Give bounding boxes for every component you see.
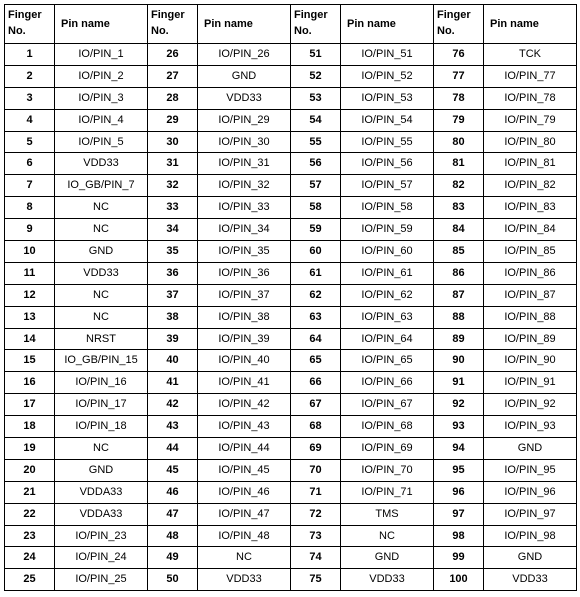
pin-name-cell: IO/PIN_44 xyxy=(198,438,291,460)
finger-number-cell: 65 xyxy=(291,350,341,372)
finger-number-cell: 52 xyxy=(291,65,341,87)
table-row xyxy=(5,569,577,591)
table-row xyxy=(5,459,577,481)
finger-number-cell: 47 xyxy=(148,503,198,525)
pin-name-cell: IO/PIN_40 xyxy=(198,350,291,372)
pin-name-cell: GND xyxy=(341,547,434,569)
pin-name-cell: IO/PIN_62 xyxy=(341,284,434,306)
finger-number-cell: 96 xyxy=(434,481,484,503)
finger-number-cell: 54 xyxy=(291,109,341,131)
finger-header-line2: No. xyxy=(294,25,312,37)
finger-number-cell: 72 xyxy=(291,503,341,525)
finger-number-cell: 71 xyxy=(291,481,341,503)
table-row xyxy=(5,503,577,525)
table-row xyxy=(5,109,577,131)
finger-number-cell: 50 xyxy=(148,569,198,591)
pin-name-cell: IO/PIN_37 xyxy=(198,284,291,306)
finger-number-cell: 9 xyxy=(5,219,55,241)
pin-name-cell: NC xyxy=(341,525,434,547)
pin-name-cell: IO/PIN_84 xyxy=(484,219,577,241)
finger-number-cell: 62 xyxy=(291,284,341,306)
finger-number-cell: 12 xyxy=(5,284,55,306)
pin-name-cell: IO/PIN_32 xyxy=(198,175,291,197)
finger-number-cell: 13 xyxy=(5,306,55,328)
finger-number-cell: 15 xyxy=(5,350,55,372)
pin-name-cell: TMS xyxy=(341,503,434,525)
pin-name-cell: IO/PIN_24 xyxy=(55,547,148,569)
pin-name-cell: IO/PIN_80 xyxy=(484,131,577,153)
finger-number-cell: 63 xyxy=(291,306,341,328)
finger-number-cell: 91 xyxy=(434,372,484,394)
pin-name-cell: IO/PIN_2 xyxy=(55,65,148,87)
pin-name-cell: VDD33 xyxy=(198,569,291,591)
finger-number-cell: 41 xyxy=(148,372,198,394)
table-row xyxy=(5,262,577,284)
table-row xyxy=(5,547,577,569)
finger-number-cell: 6 xyxy=(5,153,55,175)
table-row xyxy=(5,416,577,438)
pin-name-cell: NC xyxy=(55,306,148,328)
pin-name-cell: IO_GB/PIN_7 xyxy=(55,175,148,197)
pin-name-header: Pin name xyxy=(198,5,291,44)
finger-header-line1: Finger xyxy=(437,9,471,22)
finger-number-cell: 75 xyxy=(291,569,341,591)
finger-number-cell: 83 xyxy=(434,197,484,219)
finger-number-cell: 59 xyxy=(291,219,341,241)
pin-name-cell: IO/PIN_3 xyxy=(55,87,148,109)
pin-name-cell: IO/PIN_1 xyxy=(55,44,148,66)
finger-number-cell: 20 xyxy=(5,459,55,481)
pin-name-cell: IO/PIN_59 xyxy=(341,219,434,241)
table-row xyxy=(5,241,577,263)
pin-name-cell: IO/PIN_53 xyxy=(341,87,434,109)
pin-name-cell: IO/PIN_78 xyxy=(484,87,577,109)
table-row xyxy=(5,131,577,153)
finger-number-cell: 22 xyxy=(5,503,55,525)
pin-name-cell: IO/PIN_43 xyxy=(198,416,291,438)
table-row xyxy=(5,525,577,547)
pin-name-header: Pin name xyxy=(55,5,148,44)
table-row xyxy=(5,284,577,306)
finger-number-cell: 51 xyxy=(291,44,341,66)
pin-name-cell: NC xyxy=(55,284,148,306)
pin-name-cell: IO/PIN_87 xyxy=(484,284,577,306)
pin-name-cell: IO/PIN_83 xyxy=(484,197,577,219)
finger-number-cell: 87 xyxy=(434,284,484,306)
finger-number-cell: 88 xyxy=(434,306,484,328)
finger-number-cell: 5 xyxy=(5,131,55,153)
pin-name-cell: IO/PIN_31 xyxy=(198,153,291,175)
table-row xyxy=(5,175,577,197)
pin-name-cell: IO/PIN_41 xyxy=(198,372,291,394)
pin-name-cell: GND xyxy=(55,459,148,481)
table-row xyxy=(5,306,577,328)
pin-name-header: Pin name xyxy=(484,5,577,44)
pin-name-cell: IO/PIN_4 xyxy=(55,109,148,131)
pin-name-cell: IO/PIN_66 xyxy=(341,372,434,394)
finger-number-cell: 79 xyxy=(434,109,484,131)
pin-name-cell: VDD33 xyxy=(484,569,577,591)
finger-number-cell: 60 xyxy=(291,241,341,263)
pin-name-cell: IO/PIN_25 xyxy=(55,569,148,591)
finger-number-cell: 17 xyxy=(5,394,55,416)
pin-name-cell: IO/PIN_67 xyxy=(341,394,434,416)
finger-number-cell: 10 xyxy=(5,241,55,263)
header-row xyxy=(5,5,577,44)
finger-no-header xyxy=(434,5,484,44)
finger-number-cell: 89 xyxy=(434,328,484,350)
finger-number-cell: 73 xyxy=(291,525,341,547)
finger-number-cell: 90 xyxy=(434,350,484,372)
pin-name-cell: GND xyxy=(198,65,291,87)
finger-number-cell: 32 xyxy=(148,175,198,197)
pin-name-cell: IO/PIN_95 xyxy=(484,459,577,481)
pin-name-cell: IO/PIN_93 xyxy=(484,416,577,438)
finger-header-line2: No. xyxy=(437,25,455,37)
finger-number-cell: 24 xyxy=(5,547,55,569)
finger-number-cell: 80 xyxy=(434,131,484,153)
finger-header-line1: Finger xyxy=(294,9,328,22)
finger-number-cell: 8 xyxy=(5,197,55,219)
pin-name-cell: IO/PIN_17 xyxy=(55,394,148,416)
finger-number-cell: 26 xyxy=(148,44,198,66)
pin-name-cell: IO/PIN_82 xyxy=(484,175,577,197)
finger-number-cell: 19 xyxy=(5,438,55,460)
pin-name-cell: VDD33 xyxy=(55,262,148,284)
pin-name-cell: IO/PIN_86 xyxy=(484,262,577,284)
finger-number-cell: 44 xyxy=(148,438,198,460)
finger-number-cell: 93 xyxy=(434,416,484,438)
finger-number-cell: 29 xyxy=(148,109,198,131)
finger-number-cell: 100 xyxy=(434,569,484,591)
finger-number-cell: 43 xyxy=(148,416,198,438)
pin-name-cell: NC xyxy=(55,438,148,460)
pin-name-cell: VDDA33 xyxy=(55,503,148,525)
finger-header-line1: Finger xyxy=(8,9,42,22)
pin-name-cell: IO/PIN_39 xyxy=(198,328,291,350)
pin-name-cell: IO/PIN_45 xyxy=(198,459,291,481)
pin-name-cell: IO/PIN_65 xyxy=(341,350,434,372)
pin-name-cell: IO/PIN_77 xyxy=(484,65,577,87)
pin-name-cell: IO/PIN_42 xyxy=(198,394,291,416)
finger-number-cell: 67 xyxy=(291,394,341,416)
finger-number-cell: 45 xyxy=(148,459,198,481)
table-row xyxy=(5,197,577,219)
finger-number-cell: 16 xyxy=(5,372,55,394)
finger-number-cell: 30 xyxy=(148,131,198,153)
finger-number-cell: 39 xyxy=(148,328,198,350)
pin-name-cell: VDDA33 xyxy=(55,481,148,503)
pin-name-cell: IO/PIN_88 xyxy=(484,306,577,328)
finger-header-line1: Finger xyxy=(151,9,185,22)
table-row xyxy=(5,394,577,416)
finger-number-cell: 46 xyxy=(148,481,198,503)
finger-number-cell: 74 xyxy=(291,547,341,569)
finger-number-cell: 1 xyxy=(5,44,55,66)
pin-name-cell: IO/PIN_69 xyxy=(341,438,434,460)
finger-number-cell: 98 xyxy=(434,525,484,547)
pin-name-cell: IO/PIN_56 xyxy=(341,153,434,175)
pin-name-cell: IO/PIN_55 xyxy=(341,131,434,153)
finger-number-cell: 57 xyxy=(291,175,341,197)
finger-number-cell: 4 xyxy=(5,109,55,131)
pin-name-cell: IO/PIN_63 xyxy=(341,306,434,328)
pin-name-cell: IO/PIN_61 xyxy=(341,262,434,284)
pin-name-cell: GND xyxy=(484,547,577,569)
pin-name-cell: IO/PIN_68 xyxy=(341,416,434,438)
pin-assignment-table xyxy=(4,4,577,591)
finger-number-cell: 69 xyxy=(291,438,341,460)
pin-name-cell: GND xyxy=(484,438,577,460)
pin-name-cell: IO/PIN_26 xyxy=(198,44,291,66)
finger-number-cell: 64 xyxy=(291,328,341,350)
finger-number-cell: 37 xyxy=(148,284,198,306)
pin-name-cell: IO/PIN_5 xyxy=(55,131,148,153)
pin-name-cell: IO/PIN_33 xyxy=(198,197,291,219)
pin-name-cell: VDD33 xyxy=(198,87,291,109)
finger-number-cell: 18 xyxy=(5,416,55,438)
finger-number-cell: 70 xyxy=(291,459,341,481)
pin-name-cell: IO/PIN_89 xyxy=(484,328,577,350)
table-row xyxy=(5,328,577,350)
table-row xyxy=(5,65,577,87)
pin-name-cell: IO/PIN_92 xyxy=(484,394,577,416)
pin-name-cell: IO/PIN_98 xyxy=(484,525,577,547)
pin-name-cell: NC xyxy=(55,197,148,219)
finger-number-cell: 36 xyxy=(148,262,198,284)
pin-name-cell: IO/PIN_30 xyxy=(198,131,291,153)
pin-name-cell: VDD33 xyxy=(341,569,434,591)
table-row xyxy=(5,350,577,372)
finger-number-cell: 84 xyxy=(434,219,484,241)
table-body xyxy=(5,44,577,591)
pin-name-cell: IO/PIN_36 xyxy=(198,262,291,284)
pin-name-cell: IO/PIN_38 xyxy=(198,306,291,328)
pin-name-cell: IO/PIN_23 xyxy=(55,525,148,547)
finger-number-cell: 28 xyxy=(148,87,198,109)
finger-number-cell: 61 xyxy=(291,262,341,284)
finger-number-cell: 35 xyxy=(148,241,198,263)
finger-number-cell: 78 xyxy=(434,87,484,109)
finger-number-cell: 21 xyxy=(5,481,55,503)
finger-number-cell: 42 xyxy=(148,394,198,416)
finger-number-cell: 7 xyxy=(5,175,55,197)
pin-name-cell: IO/PIN_48 xyxy=(198,525,291,547)
finger-number-cell: 38 xyxy=(148,306,198,328)
pin-name-cell: IO/PIN_54 xyxy=(341,109,434,131)
pin-name-cell: IO/PIN_79 xyxy=(484,109,577,131)
finger-no-header xyxy=(5,5,55,44)
finger-number-cell: 27 xyxy=(148,65,198,87)
pin-name-cell: IO/PIN_46 xyxy=(198,481,291,503)
pin-name-cell: IO/PIN_64 xyxy=(341,328,434,350)
pin-name-cell: IO/PIN_85 xyxy=(484,241,577,263)
pin-name-header: Pin name xyxy=(341,5,434,44)
pin-name-cell: IO/PIN_91 xyxy=(484,372,577,394)
pin-name-cell: IO/PIN_97 xyxy=(484,503,577,525)
finger-number-cell: 34 xyxy=(148,219,198,241)
finger-number-cell: 53 xyxy=(291,87,341,109)
finger-number-cell: 92 xyxy=(434,394,484,416)
table-row xyxy=(5,481,577,503)
finger-number-cell: 25 xyxy=(5,569,55,591)
pin-name-cell: IO_GB/PIN_15 xyxy=(55,350,148,372)
finger-number-cell: 48 xyxy=(148,525,198,547)
pin-name-cell: IO/PIN_70 xyxy=(341,459,434,481)
finger-number-cell: 14 xyxy=(5,328,55,350)
finger-header-line2: No. xyxy=(8,25,26,37)
pin-name-cell: IO/PIN_71 xyxy=(341,481,434,503)
finger-number-cell: 49 xyxy=(148,547,198,569)
pin-name-cell: VDD33 xyxy=(55,153,148,175)
table-row xyxy=(5,372,577,394)
finger-number-cell: 56 xyxy=(291,153,341,175)
pin-name-cell: NC xyxy=(55,219,148,241)
finger-number-cell: 33 xyxy=(148,197,198,219)
pin-name-cell: IO/PIN_51 xyxy=(341,44,434,66)
finger-number-cell: 82 xyxy=(434,175,484,197)
pin-name-cell: IO/PIN_60 xyxy=(341,241,434,263)
finger-number-cell: 86 xyxy=(434,262,484,284)
pin-name-cell: IO/PIN_35 xyxy=(198,241,291,263)
finger-number-cell: 68 xyxy=(291,416,341,438)
pin-name-cell: IO/PIN_34 xyxy=(198,219,291,241)
table-row xyxy=(5,44,577,66)
finger-number-cell: 76 xyxy=(434,44,484,66)
pin-name-cell: IO/PIN_29 xyxy=(198,109,291,131)
pin-name-cell: TCK xyxy=(484,44,577,66)
pin-name-cell: NRST xyxy=(55,328,148,350)
finger-number-cell: 40 xyxy=(148,350,198,372)
pin-name-cell: IO/PIN_57 xyxy=(341,175,434,197)
pin-name-cell: IO/PIN_58 xyxy=(341,197,434,219)
finger-no-header xyxy=(291,5,341,44)
pin-name-cell: IO/PIN_18 xyxy=(55,416,148,438)
finger-number-cell: 3 xyxy=(5,87,55,109)
finger-header-line2: No. xyxy=(151,25,169,37)
finger-number-cell: 99 xyxy=(434,547,484,569)
finger-number-cell: 95 xyxy=(434,459,484,481)
pin-name-cell: IO/PIN_47 xyxy=(198,503,291,525)
pin-name-cell: IO/PIN_52 xyxy=(341,65,434,87)
finger-number-cell: 55 xyxy=(291,131,341,153)
pin-name-cell: IO/PIN_16 xyxy=(55,372,148,394)
table-header xyxy=(5,5,577,44)
finger-number-cell: 77 xyxy=(434,65,484,87)
finger-number-cell: 66 xyxy=(291,372,341,394)
finger-number-cell: 97 xyxy=(434,503,484,525)
table-row xyxy=(5,438,577,460)
finger-no-header xyxy=(148,5,198,44)
finger-number-cell: 11 xyxy=(5,262,55,284)
finger-number-cell: 23 xyxy=(5,525,55,547)
pin-name-cell: IO/PIN_90 xyxy=(484,350,577,372)
pin-name-cell: NC xyxy=(198,547,291,569)
finger-number-cell: 58 xyxy=(291,197,341,219)
pin-name-cell: IO/PIN_96 xyxy=(484,481,577,503)
table-row xyxy=(5,219,577,241)
pin-name-cell: IO/PIN_81 xyxy=(484,153,577,175)
finger-number-cell: 81 xyxy=(434,153,484,175)
table-row xyxy=(5,153,577,175)
finger-number-cell: 31 xyxy=(148,153,198,175)
pin-name-cell: GND xyxy=(55,241,148,263)
finger-number-cell: 85 xyxy=(434,241,484,263)
finger-number-cell: 94 xyxy=(434,438,484,460)
table-row xyxy=(5,87,577,109)
finger-number-cell: 2 xyxy=(5,65,55,87)
